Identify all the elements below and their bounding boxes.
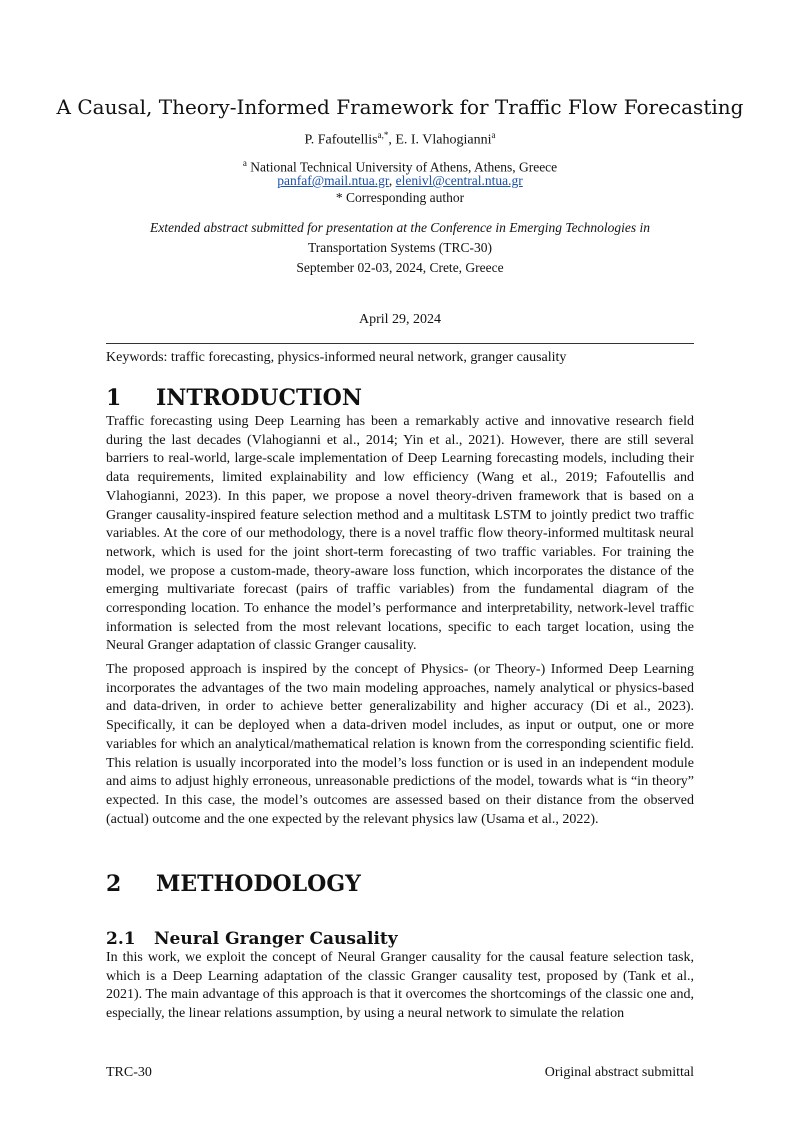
affiliation-text: National Technical University of Athens, Athens, Greece bbox=[246, 159, 558, 175]
intro-paragraph-2: The proposed approach is inspired by the concept of Physics- (or Theory-) Informed Deep Learning incorporates the advantages of the two main modeling approaches, namely analytical or physics-based and data-driven, in order to achieve better generalizability and higher accuracy (Di et al., 2023). Specifically, it can be deployed when a data-driven model includes, as input or output, one or more variables for which an analytical/mathematical relation is known from the corresponding scientific field. This relation is usually incorporated into the model’s loss function or is used in an independent module and aims to adjust highly erroneous, unreasonable predictions of the model, towards what is “in theory” expected. In this case, the model’s outcomes are assessed based on their distance from the observed (actual) outcome and the one expected by the relevant physics law (Usama et al., 2022). bbox=[106, 662, 694, 827]
section-number: 1 bbox=[106, 385, 122, 411]
email-line bbox=[0, 172, 800, 189]
footer-submittal-note: Original abstract submittal bbox=[544, 1065, 694, 1080]
section-number: 2 bbox=[106, 871, 122, 897]
subsection-title: Neural Granger Causality bbox=[154, 929, 398, 949]
paper-title: A Causal, Theory-Informed Framework for Traffic Flow Forecasting bbox=[56, 95, 744, 119]
conference-info bbox=[110, 218, 690, 278]
author-1: P. Fafoutellis bbox=[304, 132, 378, 148]
ngc-paragraph-1: In this work, we exploit the concept of Neural Granger causality for the causal feature selection task, which is a Deep Learning adaptation of the classic Granger causality test, proposed by (Tank et al., 2021). The main advantage of this approach is that it overcomes the shortcomings of the classic one and, especially, the linear relations assumption, by using a neural network to simulate the relation bbox=[106, 950, 694, 1022]
email-link-2[interactable]: elenivl@central.ntua.gr bbox=[395, 173, 523, 188]
email-link-1[interactable]: panfaf@mail.ntua.gr bbox=[277, 173, 389, 188]
intro-paragraph-1: Traffic forecasting using Deep Learning has been a remarkably active and innovative research field during the last decades (Vlahogianni et al., 2014; Yin et al., 2021). However, there are still several barriers to real-world, large-scale implementation of Deep Learning forecasting models, including their data requirements, limited explainability and low efficiency (Wang et al., 2019; Fafoutellis and Vlahogianni, 2023). In this paper, we propose a novel theory-driven framework that is based on a Granger causality-inspired feature selection method and a multitask LSTM to jointly predict two traffic variables. At the core of our methodology, there is a novel traffic flow theory-informed multitask neural network, which is used for the joint short-term forecasting of two traffic variables. For training the model, we propose a custom-made, theory-aware loss function, which incorporates the distance of the emerging multivariate forecast (pairs of traffic variables) from the fundamental diagram of the corresponding location. To enhance the model’s performance and interpretability, network-level traffic information is selected from the most relevant locations, specific to each target location, using the Neural Granger adaptation of classic Granger causality. bbox=[106, 414, 694, 654]
conference-line-2: Transportation Systems (TRC-30) bbox=[307, 240, 492, 255]
section-title: INTRODUCTION bbox=[156, 385, 362, 411]
email-separator: , bbox=[388, 173, 396, 188]
affiliation-mark: a bbox=[242, 158, 247, 168]
footer-conference-tag: TRC-30 bbox=[106, 1065, 152, 1080]
keywords: Keywords: traffic forecasting, physics-informed neural network, granger causality bbox=[106, 350, 567, 365]
author-1-affil-mark: a,* bbox=[377, 130, 389, 140]
subsection-heading-neural-granger bbox=[106, 928, 398, 950]
section-heading-methodology bbox=[106, 871, 361, 897]
author-line bbox=[0, 126, 800, 150]
author-2-affil-mark: a bbox=[491, 130, 496, 140]
conference-line-3: September 02-03, 2024, Crete, Greece bbox=[296, 260, 504, 275]
author-2: E. I. Vlahogianni bbox=[395, 132, 492, 148]
header-divider bbox=[106, 343, 694, 344]
section-heading-introduction bbox=[106, 385, 362, 411]
corresponding-author-note: * Corresponding author bbox=[335, 190, 465, 205]
author-separator: , bbox=[388, 132, 396, 148]
subsection-number: 2.1 bbox=[106, 929, 136, 949]
paper-date: April 29, 2024 bbox=[358, 312, 442, 327]
conference-line-1: Extended abstract submitted for presentation at the Conference in Emerging Technologies in bbox=[149, 220, 651, 235]
section-title: METHODOLOGY bbox=[156, 871, 361, 897]
